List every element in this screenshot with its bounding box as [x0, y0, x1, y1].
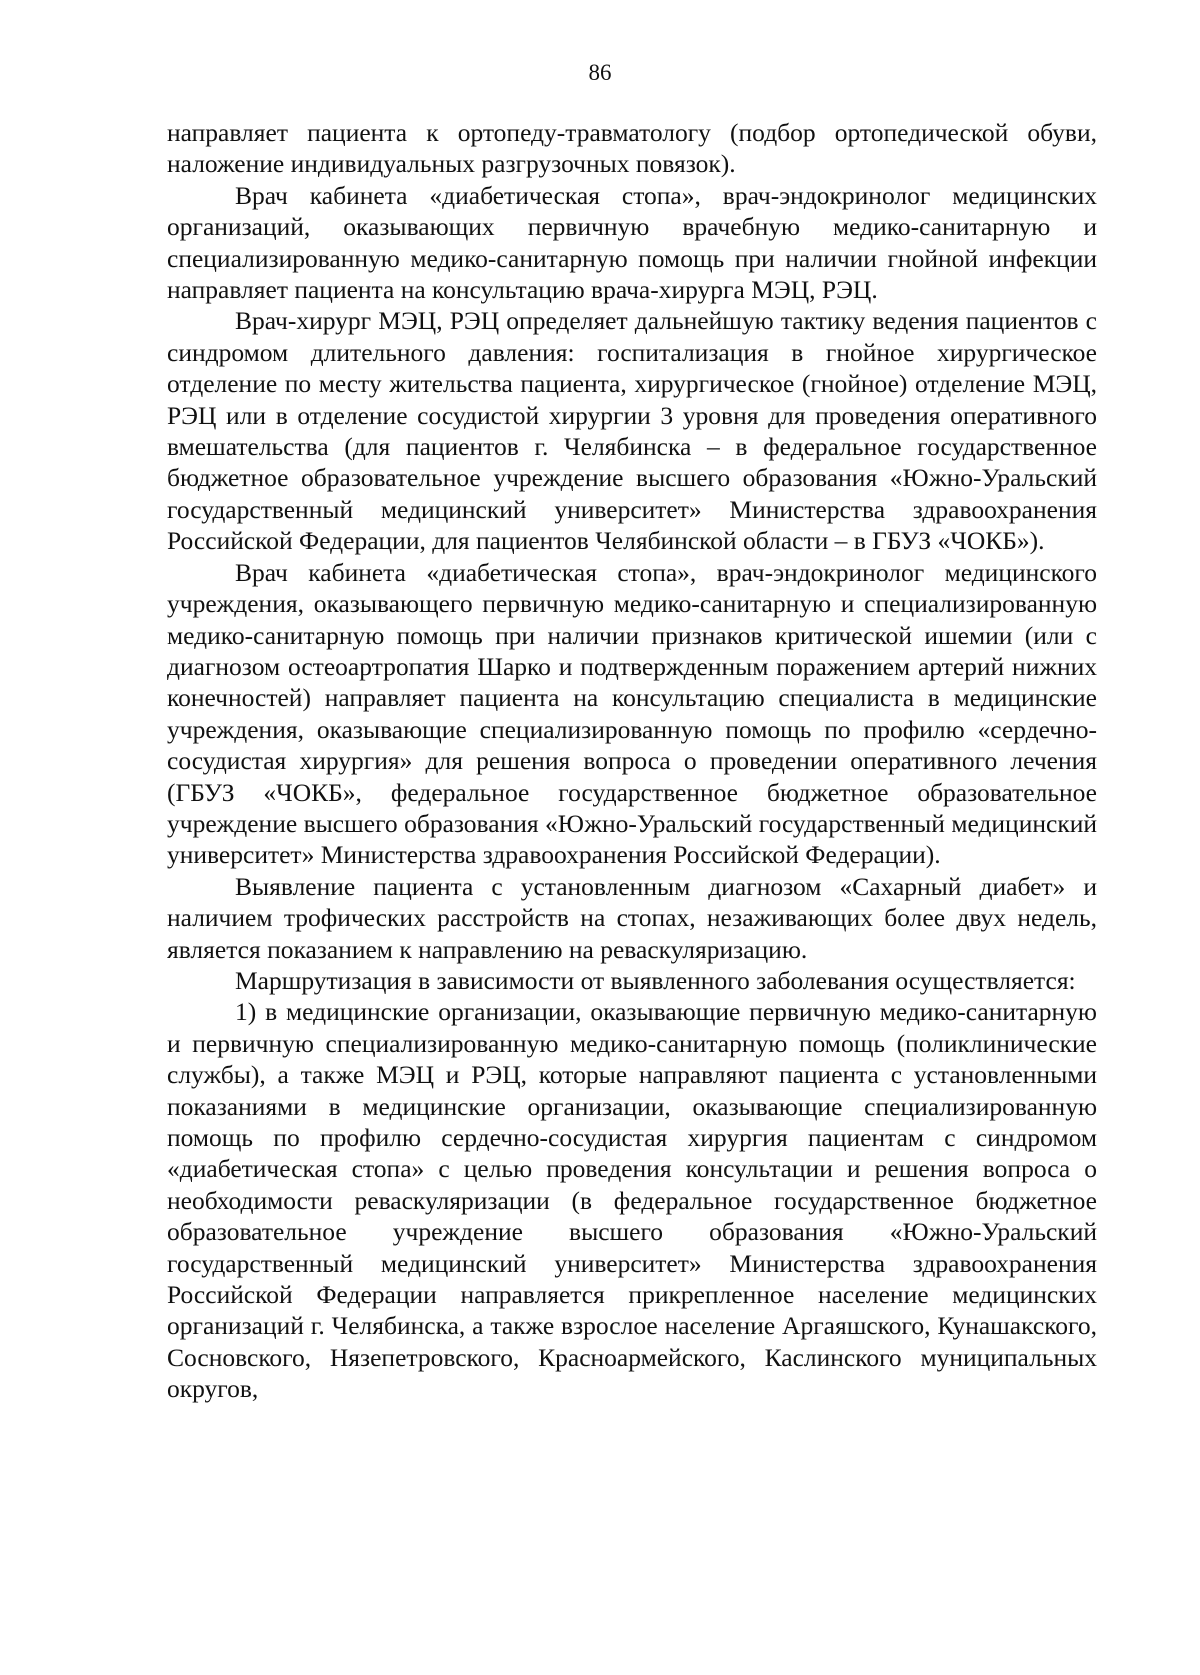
document-body [167, 117, 1097, 1405]
paragraph-routing-item-1: 1) в медицинские организации, оказывающие первичную медико-санитарную и первичную специализированную медико-санитарную помощь (поликлинические службы), а также МЭЦ и РЭЦ, которые направляют пациента с установленными показаниями в медицинские организации, оказывающие специализированную помощь по профилю сердечно-сосудистая хирургия пациентам с синдромом «диабетическая стопа» с целью проведения консультации и решения вопроса о необходимости реваскуляризации (в федеральное государственное бюджетное образовательное учреждение высшего образования «Южно-Уральский государственный медицинский университет» Министерства здравоохранения Российской Федерации направляется прикрепленное население медицинских организаций г. Челябинска, а также взрослое население Аргаяшского, Кунашакского, Сосновского, Нязепетровского, Красноармейского, Каслинского муниципальных округов, [167, 997, 1097, 1404]
paragraph-revascularization-indication: Выявление пациента с установленным диагнозом «Сахарный диабет» и наличием трофических расстройств на стопах, незаживающих более двух недель, является показанием к направлению на реваскуляризацию. [167, 871, 1097, 964]
paragraph-routing-intro: Маршрутизация в зависимости от выявленного заболевания осуществляется: [235, 965, 1076, 995]
page-number: 86 [588, 60, 612, 85]
paragraph-surgeon-tactics: Врач-хирург МЭЦ, РЭЦ определяет дальнейшую тактику ведения пациентов с синдромом длительного давления: госпитализация в гнойное хирургическое отделение по месту жительства пациента, хирургическое (гнойное) отделение МЭЦ, РЭЦ или в отделение сосудистой хирургии 3 уровня для проведения оперативного вмешательства (для пациентов г. Челябинска – в федеральное государственное бюджетное образовательное учреждение высшего образования «Южно-Уральский государственный медицинский университет» Министерства здравоохранения Российской Федерации, для пациентов Челябинской области – в ГБУЗ «ЧОКБ»). [167, 306, 1097, 556]
paragraph-continuation: направляет пациента к ортопеду-травматологу (подбор ортопедической обуви, наложение индивидуальных разгрузочных повязок). [167, 118, 1097, 179]
paragraph-critical-ischemia-referral: Врач кабинета «диабетическая стопа», врач-эндокринолог медицинского учреждения, оказывающего первичную медико-санитарную и специализированную медико-санитарную помощь при наличии признаков критической ишемии (или с диагнозом остеоартропатия Шарко и подтвержденным поражением артерий нижних конечностей) направляет пациента на консультацию специалиста в медицинские учреждения, оказывающие специализированную помощь по профилю «сердечно-сосудистая хирургия» для решения вопроса о проведении оперативного лечения (ГБУЗ «ЧОКБ», федеральное государственное бюджетное образовательное учреждение высшего образования «Южно-Уральский государственный медицинский университет» Министерства здравоохранения Российской Федерации). [167, 557, 1097, 870]
paragraph-purulent-infection-referral: Врач кабинета «диабетическая стопа», врач-эндокринолог медицинских организаций, оказывающих первичную врачебную медико-санитарную и специализированную медико-санитарную помощь при наличии гнойной инфекции направляет пациента на консультацию врача-хирурга МЭЦ, РЭЦ. [167, 180, 1097, 305]
